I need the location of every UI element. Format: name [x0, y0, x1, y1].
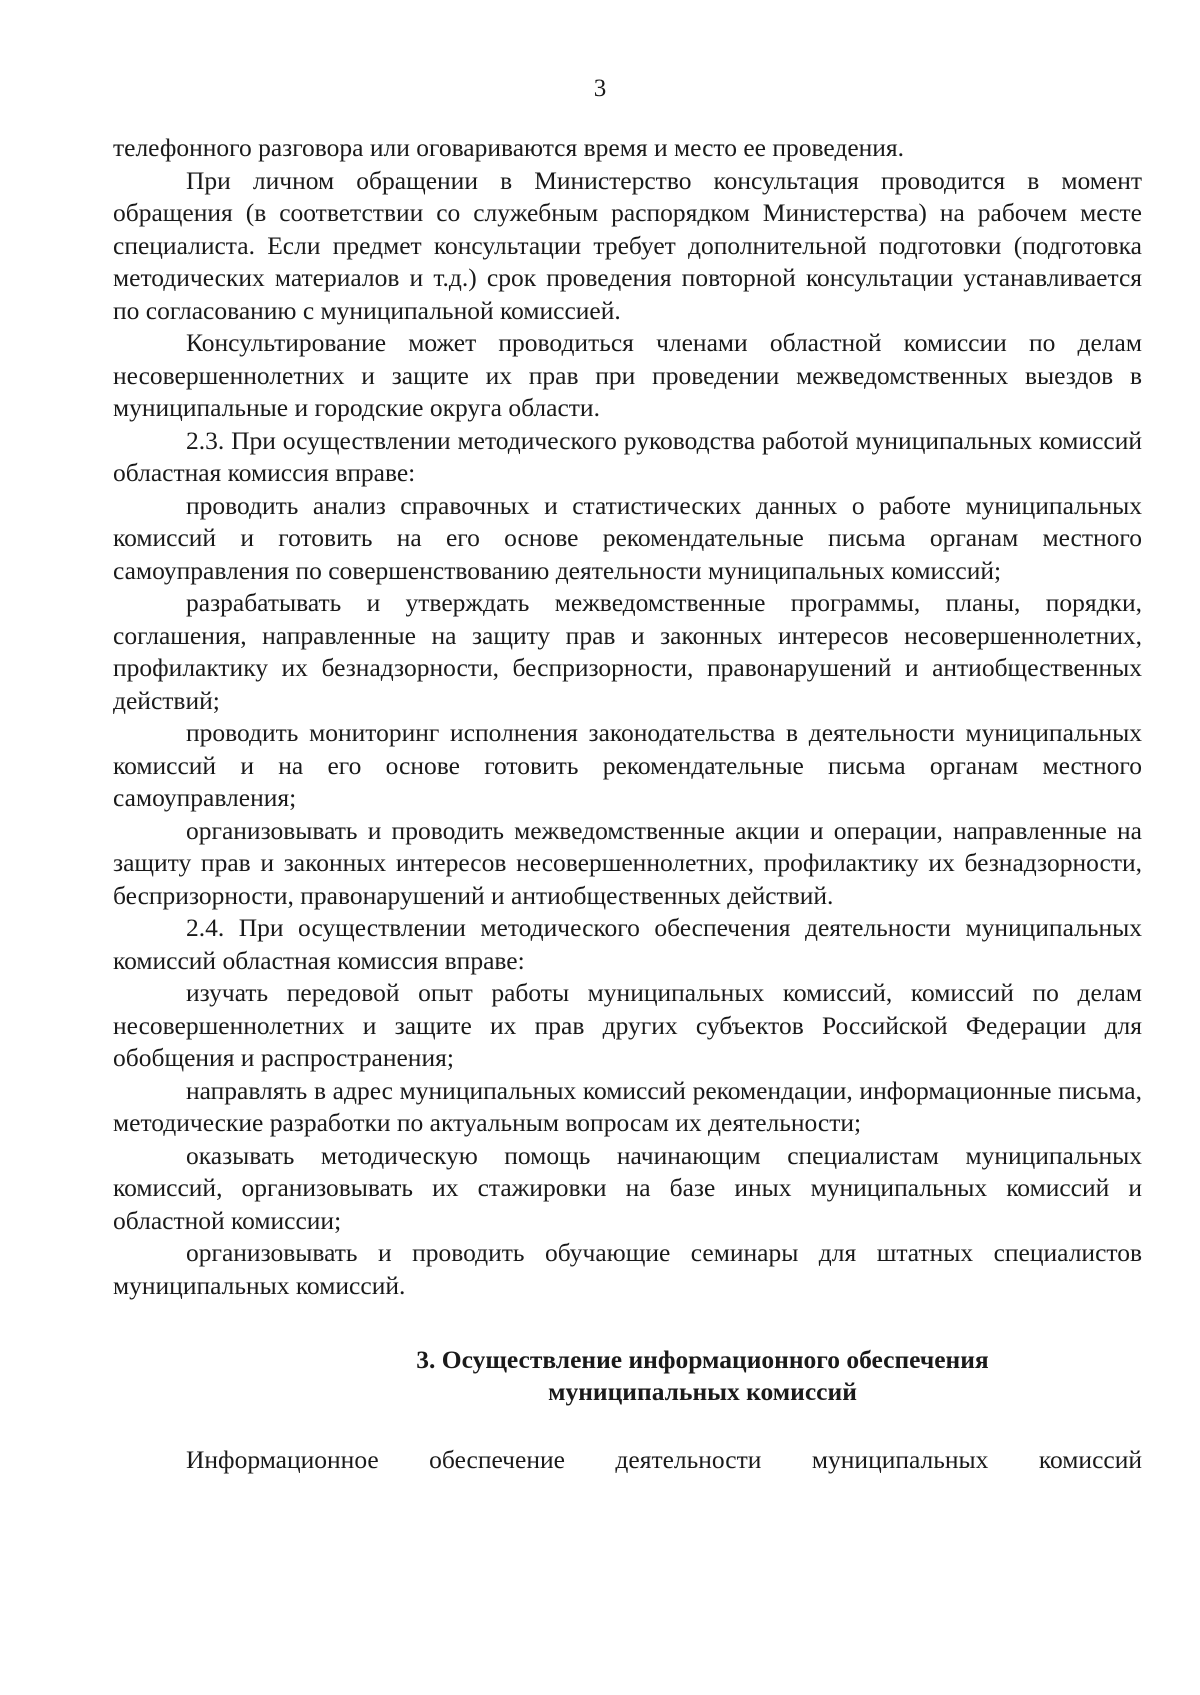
section-3-heading-line-1: 3. Осуществление информационного обеспечения	[416, 1345, 989, 1374]
section-3-heading	[113, 1344, 1142, 1408]
section-3-heading-line-2: муниципальных комиссий	[548, 1377, 857, 1406]
section-3-first-paragraph: Информационное обеспечение деятельности муниципальных комиссий	[186, 1445, 1142, 1474]
list-item-monitoring: проводить мониторинг исполнения законодательства в деятельности муниципальных комиссий и на его основе готовить рекомендательные письма органам местного самоуправления;	[113, 718, 1142, 812]
document-body	[113, 132, 1142, 1477]
list-item-experience: изучать передовой опыт работы муниципальных комиссий, комиссий по делам несовершеннолетних и защите их прав других субъектов Российской Федерации для обобщения и распространения;	[113, 978, 1142, 1072]
paragraph-continuation: телефонного разговора или оговариваются время и место ее проведения.	[113, 133, 905, 162]
list-item-recommendations: направлять в адрес муниципальных комиссий рекомендации, информационные письма, методические разработки по актуальным вопросам их деятельности;	[113, 1075, 1142, 1137]
list-item-assistance: оказывать методическую помощь начинающим специалистам муниципальных комиссий, организовывать их стажировки на базе иных муниципальных комиссий и областной комиссии;	[113, 1140, 1142, 1235]
list-item-analysis: проводить анализ справочных и статистических данных о работе муниципальных комиссий и готовить на его основе рекомендательные письма органам местного самоуправления по совершенствованию деятельности муниципальных комиссий;	[113, 490, 1142, 585]
paragraph-clause-2-3: 2.3. При осуществлении методического руководства работой муниципальных комиссий областная комиссия вправе:	[113, 425, 1142, 487]
paragraph-clause-2-4: 2.4. При осуществлении методического обеспечения деятельности муниципальных комиссий областная комиссия вправе:	[113, 913, 1142, 975]
paragraph-personal-visit: При личном обращении в Министерство консультация проводится в момент обращения (в соответствии со служебным распорядком Министерства) на рабочем месте специалиста. Если предмет консультации требует дополнительной подготовки (подготовка методических материалов и т.д.) срок проведения повторной консультации устанавливается по согласованию с муниципальной комиссией.	[113, 165, 1142, 325]
list-item-seminars: организовывать и проводить обучающие семинары для штатных специалистов муниципальных комиссий.	[113, 1238, 1142, 1300]
list-item-programs: разрабатывать и утверждать межведомственные программы, планы, порядки, соглашения, направленные на защиту прав и законных интересов несовершеннолетних, профилактику их безнадзорности, беспризорности, правонарушений и антиобщественных действий;	[113, 588, 1142, 715]
page-number: 3	[593, 75, 607, 102]
list-item-actions: организовывать и проводить межведомственные акции и операции, направленные на защиту прав и законных интересов несовершеннолетних, профилактику их безнадзорности, беспризорности, правонарушений и антиобщественных действий.	[113, 815, 1142, 910]
paragraph-consulting-members: Консультирование может проводиться членами областной комиссии по делам несовершеннолетних и защите их прав при проведении межведомственных выездов в муниципальные и городские округа области.	[113, 328, 1142, 422]
